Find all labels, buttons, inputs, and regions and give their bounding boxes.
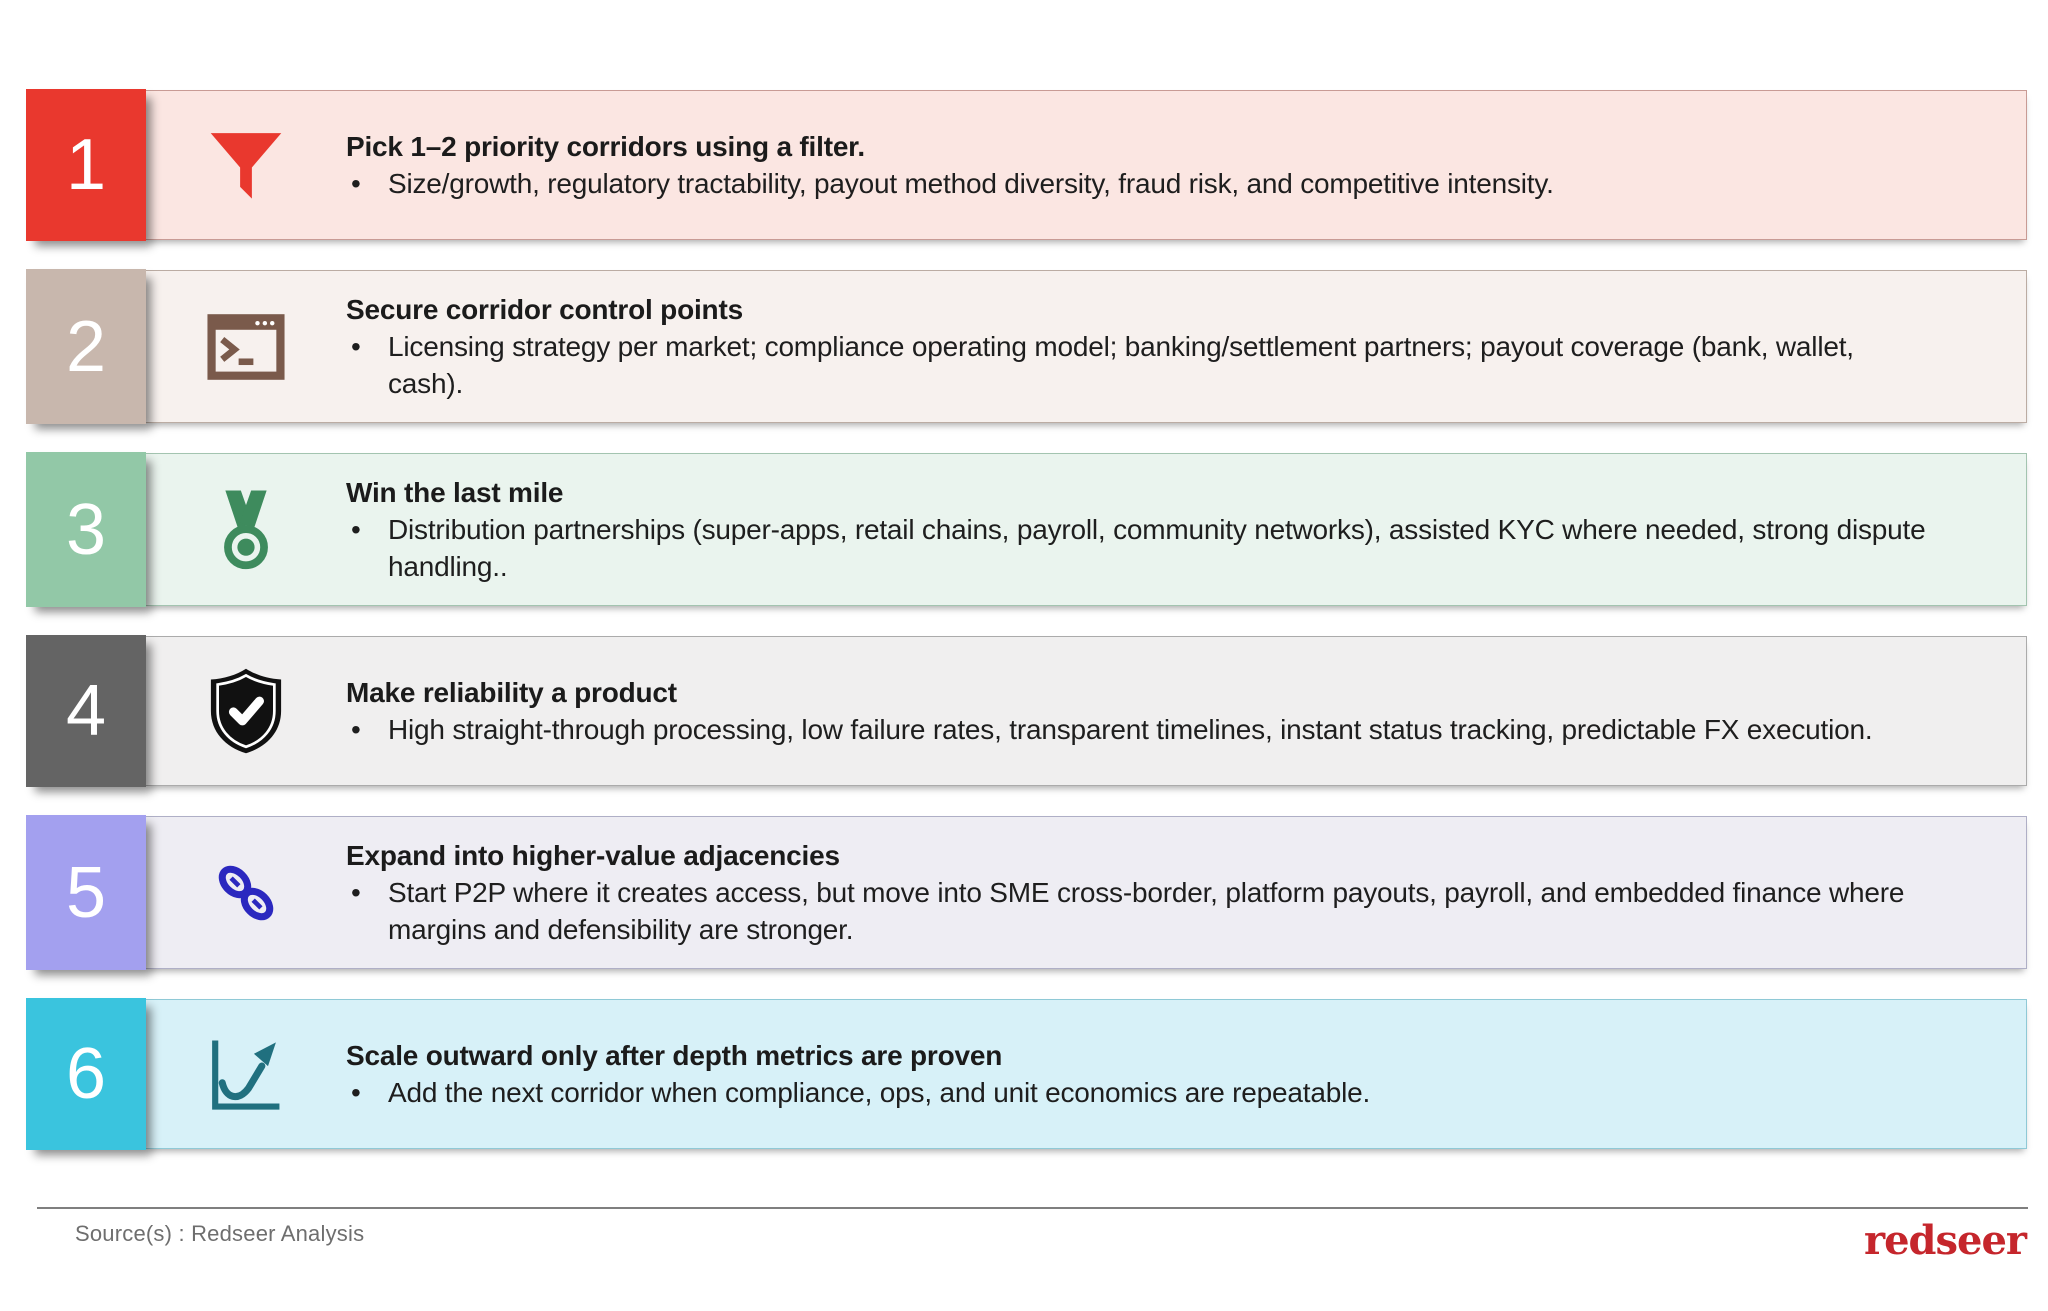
step-number: 5 [26,815,146,970]
step-title: Scale outward only after depth metrics are proven [346,1040,1003,1071]
growth-chart-icon [146,1030,346,1118]
step-title: Pick 1–2 priority corridors using a filter. [346,131,865,162]
step-title: Make reliability a product [346,677,677,708]
bullet-text: Add the next corridor when compliance, ops, and unit economics are repeatable. [388,1077,1371,1108]
step-number: 4 [26,635,146,787]
bullet-text: Distribution partnerships (super-apps, retail chains, payroll, community networks), assisted KYC where needed, strong dispute handling.. [388,514,1926,582]
step-bullet [346,165,1926,202]
step-title: Secure corridor control points [346,294,743,325]
step-row-5 [65,816,2027,969]
step-row-1 [65,90,2027,240]
bullet-text: Licensing strategy per market; compliance operating model; banking/settlement partners; payout coverage (bank, wallet, cash). [388,331,1854,399]
step-row-4 [65,636,2027,786]
bullet-text: High straight-through processing, low failure rates, transparent timelines, instant status tracking, predictable FX execution. [388,714,1873,745]
shield-check-icon [146,666,346,756]
step-number: 3 [26,452,146,607]
step-number: 6 [26,998,146,1150]
funnel-icon [146,123,346,207]
bullet-text: Start P2P where it creates access, but move into SME cross-border, platform payouts, payroll, and embedded finance where margins and defensibility are stronger. [388,877,1905,945]
step-bullet [346,1074,1926,1111]
step-row-2 [65,270,2027,423]
step-bullet [346,511,1926,585]
medal-icon [146,487,346,573]
bullet-marker: • [351,1077,361,1108]
step-bullet [346,711,1926,748]
bullet-marker: • [351,514,361,545]
chain-link-icon [146,854,346,932]
bullet-marker: • [351,877,361,908]
bullet-text: Size/growth, regulatory tractability, payout method diversity, fraud risk, and competitive intensity. [388,168,1554,199]
terminal-icon [146,306,346,388]
redseer-logo: redseer [1864,1217,2026,1264]
bullet-marker: • [351,331,361,362]
bullet-marker: • [351,714,361,745]
step-bullet [346,874,1926,948]
step-title: Expand into higher-value adjacencies [346,840,840,871]
step-row-6 [65,999,2027,1149]
bullet-marker: • [351,168,361,199]
footer [37,1207,2028,1264]
step-number: 1 [26,89,146,241]
step-bullet [346,328,1926,402]
source-note: Source(s) : Redseer Analysis [75,1221,365,1246]
step-number: 2 [26,269,146,424]
step-title: Win the last mile [346,477,564,508]
step-row-3 [65,453,2027,606]
